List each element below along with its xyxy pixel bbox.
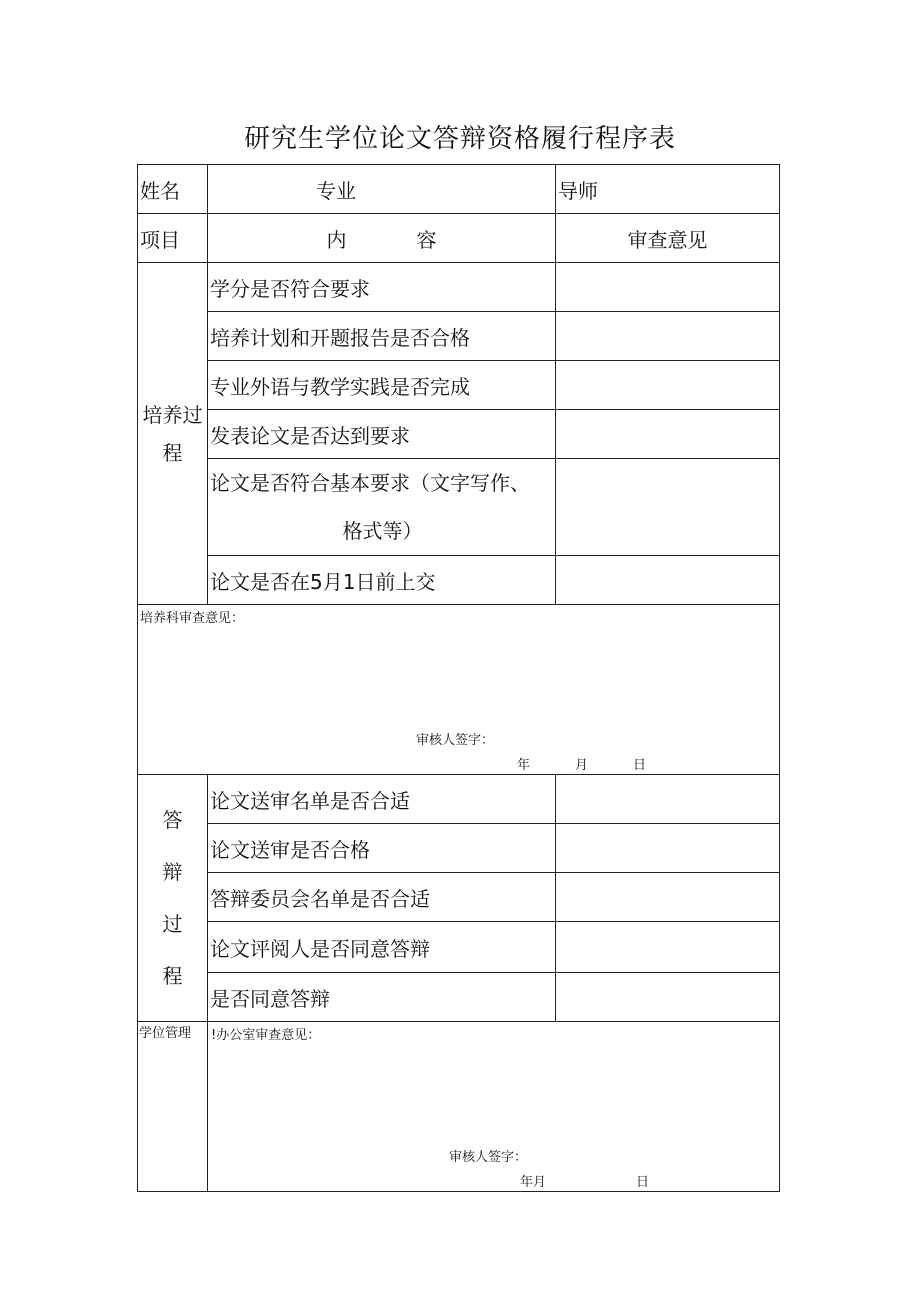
training-item-line1: 论文是否符合基本要求（文字写作、 — [210, 471, 530, 495]
defense-row — [138, 873, 780, 922]
training-date-day: 日 — [633, 758, 647, 773]
degree-signature-label: 审核人签字： — [449, 1150, 528, 1165]
content-column-header — [208, 214, 556, 263]
degree-office-label: 学位管理 — [138, 1022, 208, 1192]
content-header-char-1: 内 — [326, 227, 347, 252]
major-cell — [208, 165, 556, 214]
training-date-year: 年 — [517, 758, 531, 773]
training-section-label — [138, 263, 208, 605]
content-header-char-2: 容 — [416, 227, 437, 252]
degree-date-day: 日 — [636, 1175, 650, 1190]
training-row — [138, 556, 780, 605]
training-row — [138, 410, 780, 459]
training-signature-label: 审核人签字： — [416, 733, 495, 748]
training-office-row — [138, 605, 780, 775]
defense-label-char: 答 — [162, 808, 183, 832]
defense-item: 答辩委员会名单是否合适 — [208, 873, 556, 922]
training-item: 培养计划和开题报告是否合格 — [208, 312, 556, 361]
training-opinion-cell[interactable] — [556, 410, 780, 459]
training-opinion-cell[interactable] — [556, 556, 780, 605]
qualification-form-table — [137, 164, 780, 1192]
degree-date-yearmonth: 年月 — [520, 1175, 547, 1190]
training-label-line2: 程 — [162, 440, 183, 465]
training-item: 论文是否在5月1日前上交 — [208, 556, 556, 605]
degree-office-opinion-box[interactable] — [208, 1022, 780, 1192]
training-opinion-cell[interactable] — [556, 459, 780, 556]
training-item: 发表论文是否达到要求 — [208, 410, 556, 459]
defense-section-label — [138, 775, 208, 1022]
defense-opinion-cell[interactable] — [556, 824, 780, 873]
training-row — [138, 361, 780, 410]
defense-row — [138, 775, 780, 824]
defense-opinion-cell[interactable] — [556, 973, 780, 1022]
defense-item: 论文送审名单是否合适 — [208, 775, 556, 824]
training-item: 专业外语与教学实践是否完成 — [208, 361, 556, 410]
training-opinion-cell[interactable] — [556, 263, 780, 312]
training-row — [138, 312, 780, 361]
training-row — [138, 459, 780, 556]
defense-item: 论文评阅人是否同意答辩 — [208, 922, 556, 973]
defense-label-char: 过 — [162, 912, 183, 936]
defense-opinion-cell[interactable] — [556, 922, 780, 973]
training-label-line1: 培养过 — [142, 402, 203, 427]
defense-row — [138, 922, 780, 973]
defense-item: 是否同意答辩 — [208, 973, 556, 1022]
degree-office-opinion-label: !办公室审查意见： — [211, 1028, 321, 1043]
training-item-line2: 格式等） — [342, 519, 423, 543]
training-opinion-cell[interactable] — [556, 361, 780, 410]
training-office-opinion-box[interactable] — [138, 605, 780, 775]
defense-label-char: 辩 — [162, 860, 183, 884]
major-label: 专业 — [316, 178, 356, 203]
column-heading-row — [138, 214, 780, 263]
defense-row — [138, 824, 780, 873]
defense-opinion-cell[interactable] — [556, 873, 780, 922]
advisor-label: 导师 — [556, 165, 780, 214]
item-column-header: 项目 — [138, 214, 208, 263]
degree-office-row — [138, 1022, 780, 1192]
training-item: 学分是否符合要求 — [208, 263, 556, 312]
training-office-opinion-label: 培养科审查意见： — [140, 611, 245, 626]
training-opinion-cell[interactable] — [556, 312, 780, 361]
opinion-column-header: 审查意见 — [556, 214, 780, 263]
training-date-month: 月 — [575, 758, 589, 773]
defense-label-char: 程 — [162, 964, 183, 988]
defense-item: 论文送审是否合格 — [208, 824, 556, 873]
name-label: 姓名 — [138, 165, 208, 214]
training-row — [138, 263, 780, 312]
header-row — [138, 165, 780, 214]
defense-row — [138, 973, 780, 1022]
form-title: 研究生学位论文答辩资格履行程序表 — [243, 124, 676, 154]
training-item — [208, 459, 556, 556]
defense-opinion-cell[interactable] — [556, 775, 780, 824]
